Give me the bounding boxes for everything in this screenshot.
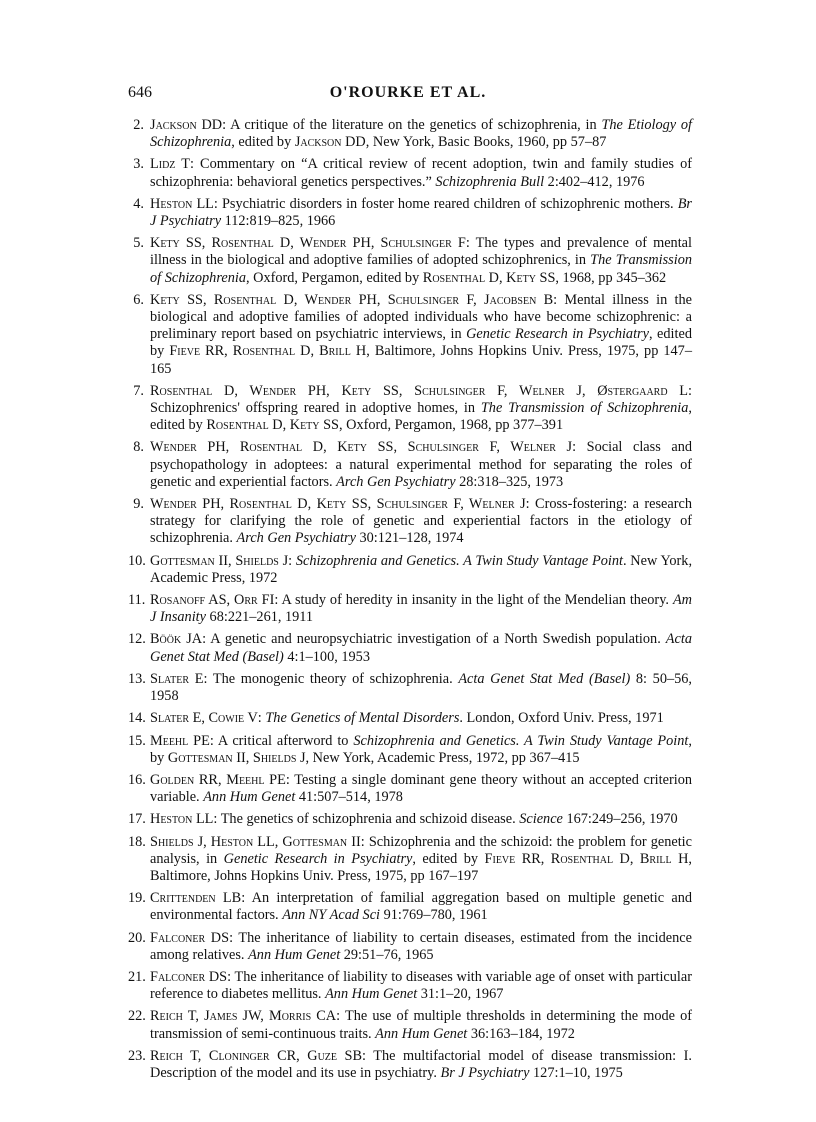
reference-text: , Baltimore, Johns Hopkins Univ. Press, 1975, pp 167–197 [150,850,692,884]
reference-text: , edited by [150,326,692,360]
reference-source-title: Schizophrenia Bull [435,173,545,190]
page-header [128,84,688,108]
reference-source-title: Genetic Research in Psychiatry [466,326,649,343]
reference-source-title: Genetic Research in Psychiatry [223,850,413,867]
reference-authors: Reich T, James JW, Morris CA [150,1008,337,1025]
reference-text: : Commentary on “A critical review of recent adoption, twin and family studies of schizophrenia: behavioral genetics perspectives.” [150,156,692,190]
reference-authors: Rosenthal D, Kety SS [422,269,556,286]
reference-source-title: The Transmission of Schizophrenia [150,252,692,286]
reference-authors: Gottesman II, Shields J [150,552,289,569]
reference-text: : The multifactorial model of disease transmission: I. Description of the model and its use in psychiatry. [150,1047,692,1081]
reference-item [128,710,692,727]
reference-authors: Rosenthal D, Wender PH, Kety SS, Schulsinger F, Welner J, Østergaard L [150,382,689,399]
reference-text: , Oxford, Pergamon, 1968, pp 377–391 [339,417,564,434]
reference-item [128,772,692,806]
reference-authors: Fieve RR, Rosenthal D, Brill H [169,343,367,360]
reference-number: 4. [133,195,144,212]
reference-item [128,383,692,435]
reference-number: 16. [128,771,146,788]
reference-authors: Crittenden LB [150,890,242,907]
reference-source-title: Schizophrenia and Genetics. A Twin Study Vantage Point [353,732,689,749]
reference-number: 15. [128,732,146,749]
reference-text: , edited by [412,850,485,867]
reference-number: 7. [133,382,144,399]
reference-source-title: Ann Hum Genet [248,946,341,963]
reference-text: , Oxford, Pergamon, edited by [245,269,423,286]
reference-text: 127:1–10, 1975 [529,1064,623,1081]
reference-source-title: Am J Insanity [150,592,692,626]
reference-text: 8: 50–56, 1958 [150,670,692,705]
reference-item [128,235,692,287]
reference-authors: Kety SS, Rosenthal D, Wender PH, Schulsinger F [150,235,466,252]
reference-text: : Schizophrenia and the schizoid: the problem for genetic analysis, in [150,833,692,867]
reference-text: 68:221–261, 1911 [205,609,314,626]
reference-text: : The use of multiple thresholds in determining the mode of transmission of semi-continuous traits. [150,1008,692,1042]
reference-item [128,496,692,548]
reference-text: , 1968, pp 345–362 [555,269,667,286]
reference-source-title: Arch Gen Psychiatry [236,530,356,547]
reference-number: 8. [133,439,144,456]
reference-number: 22. [128,1008,146,1025]
reference-source-title: Br J Psychiatry [440,1064,530,1081]
reference-text: : The inheritance of liability to certain diseases, estimated from the incidence among relatives. [150,929,692,963]
reference-text: : The types and prevalence of mental illness in the biological and adoptive families of adopted schizophrenics, in [150,235,692,269]
reference-authors: Lidz T [150,156,190,173]
reference-number: 23. [128,1047,146,1064]
reference-number: 6. [133,291,144,308]
reference-authors: Rosanoff AS, Orr FI [150,592,275,609]
reference-text: : A genetic and neuropsychiatric investigation of a North Swedish population. [202,631,666,648]
reference-authors: Kety SS, Rosenthal D, Wender PH, Schulsinger F, Jacobsen B [150,291,554,308]
reference-item [128,592,692,626]
reference-text: 2:402–412, 1976 [544,173,645,190]
reference-source-title: Acta Genet Stat Med (Basel) [458,670,631,687]
reference-number: 18. [128,833,146,850]
reference-number: 17. [128,811,146,828]
reference-text: , edited by [150,400,692,434]
reference-authors: Böök JA [150,631,203,648]
reference-source-title: Acta Genet Stat Med (Basel) [150,631,692,665]
reference-authors: Meehl PE [150,732,210,749]
reference-authors: Jackson DD [150,117,223,133]
reference-source-title: Arch Gen Psychiatry [336,473,456,490]
reference-source-title: Ann Hum Genet [325,986,418,1003]
reference-item [128,117,692,151]
reference-authors: Shields J, Heston LL, Gottesman II [150,833,361,850]
reference-text: : An interpretation of familial aggregation based on multiple genetic and environmental factors. [150,890,692,924]
reference-text: . New York, Academic Press, 1972 [150,552,693,586]
reference-text: 31:1–20, 1967 [417,986,504,1003]
reference-authors: Rosenthal D, Kety SS [206,417,339,434]
reference-item [128,1008,692,1042]
reference-list [128,117,692,1087]
reference-item [128,1048,692,1082]
reference-authors: Falconer DS [150,929,230,946]
reference-authors: Reich T, Cloninger CR, Guze SB [150,1047,363,1064]
reference-number: 14. [128,710,146,727]
reference-item [128,553,692,587]
reference-number: 20. [128,929,146,946]
reference-source-title: Ann NY Acad Sci [282,907,381,924]
reference-text: : Psychiatric disorders in foster home reared children of schizophrenic mothers. [213,195,678,212]
reference-text: , Baltimore, Johns Hopkins Univ. Press, 1975, pp 147–165 [150,343,692,377]
reference-authors: Wender PH, Rosenthal D, Kety SS, Schulsinger F, Welner J [150,496,526,513]
reference-authors: Heston LL [150,195,214,212]
reference-text: : Cross-fostering: a research strategy for clarifying the role of genetic and experiential factors in the etiology of schizophrenia. [150,496,692,547]
reference-text: 4:1–100, 1953 [283,648,370,665]
page-number: 646 [128,84,152,101]
reference-source-title: The Genetics of Mental Disorders [265,710,460,727]
reference-text: . London, Oxford Univ. Press, 1971 [459,710,664,727]
reference-number: 13. [128,670,146,687]
reference-text: 30:121–128, 1974 [355,530,464,547]
reference-text: : The genetics of schizophrenia and schizoid disease. [213,811,520,828]
reference-authors: Wender PH, Rosenthal D, Kety SS, Schulsinger F, Welner J [150,439,573,456]
reference-text: , New York, Basic Books, 1960, pp 57–87 [365,134,607,151]
reference-text: : [257,710,266,727]
reference-number: 3. [133,156,144,173]
reference-item [128,890,692,924]
reference-number: 21. [128,968,146,985]
reference-item [128,733,692,767]
reference-item [128,439,692,491]
reference-number: 11. [128,592,146,609]
reference-number: 19. [128,890,146,907]
reference-text: , by [150,732,692,766]
reference-text: : The monogenic theory of schizophrenia. [203,670,459,687]
reference-source-title: Br J Psychiatry [150,195,692,230]
reference-source-title: Ann Hum Genet [375,1025,468,1042]
reference-number: 10. [128,552,146,569]
reference-authors: Fieve RR, Rosenthal D, Brill H [484,850,689,867]
reference-text: 28:318–325, 1973 [455,473,564,490]
reference-item [128,834,692,886]
reference-authors: Slater E [150,670,204,687]
reference-item [128,969,692,1003]
reference-number: 12. [128,631,146,648]
reference-text: : [288,552,296,569]
reference-text: , New York, Academic Press, 1972, pp 367–415 [305,749,580,766]
reference-text: 29:51–76, 1965 [340,946,434,963]
reference-text: 112:819–825, 1966 [221,213,336,230]
reference-text: : Social class and psychopathology in adoptees: a natural experimental method for separating the roles of genetic and experiential factors. [150,439,692,490]
reference-authors: Jackson DD [294,134,366,151]
running-head: O'ROURKE ET AL. [329,84,487,101]
reference-text: : A study of heredity in insanity in the light of the Mendelian theory. [274,592,673,609]
reference-item [128,631,692,665]
reference-authors: Gottesman II, Shields J [167,749,306,766]
reference-text: 91:769–780, 1961 [380,907,488,924]
reference-text: : A critical afterword to [209,732,354,749]
reference-source-title: Science [519,811,563,828]
reference-text: : Schizophrenics' offspring reared in adoptive homes, in [150,382,692,417]
reference-number: 9. [133,496,144,513]
reference-item [128,930,692,964]
reference-source-title: Schizophrenia and Genetics. A Twin Study Vantage Point [295,552,623,569]
reference-text: : Testing a single dominant gene theory without an accepted criterion variable. [150,771,692,806]
reference-item [128,292,692,378]
reference-text: : The inheritance of liability to diseases with variable age of onset with particular reference to diabetes mellitus. [150,968,692,1003]
reference-item [128,156,692,190]
reference-text: : Mental illness in the biological and adoptive families of adopted individuals who have become schizophrenic: a preliminary report based on psychiatric interviews, in [150,291,692,343]
reference-source-title: The Transmission of Schizophrenia [480,400,689,417]
reference-text: 167:249–256, 1970 [562,811,678,828]
reference-source-title: Ann Hum Genet [203,789,296,806]
reference-item [128,196,692,230]
reference-text: : A critique of the literature on the genetics of schizophrenia, in [222,117,602,133]
reference-number: 2. [133,117,144,133]
reference-item [128,811,692,828]
reference-item [128,671,692,705]
reference-authors: Slater E, Cowie V [150,710,258,727]
reference-text: 41:507–514, 1978 [295,789,403,806]
reference-authors: Heston LL [150,811,214,828]
reference-source-title: The Etiology of Schizophrenia [150,117,693,151]
reference-text: , edited by [231,134,295,151]
reference-authors: Golden RR, Meehl PE [150,771,286,788]
reference-authors: Falconer DS [150,968,228,985]
reference-text: 36:163–184, 1972 [467,1025,575,1042]
reference-number: 5. [133,235,144,252]
